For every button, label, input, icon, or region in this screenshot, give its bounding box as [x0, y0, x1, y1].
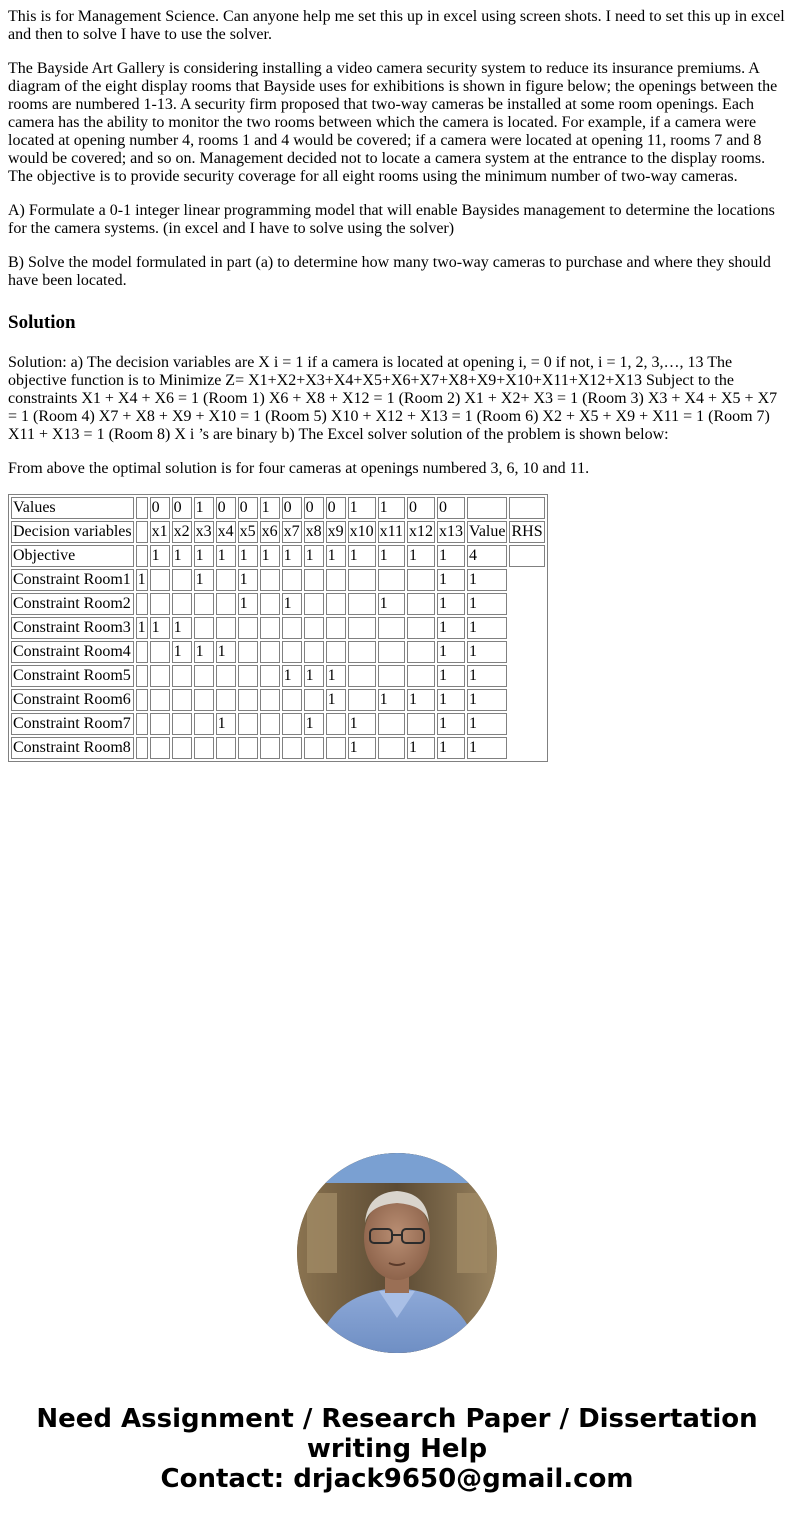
table-cell	[136, 641, 148, 663]
table-cell	[304, 617, 324, 639]
table-cell	[136, 545, 148, 567]
solver-table-body	[11, 497, 545, 759]
table-cell	[304, 641, 324, 663]
table-cell: Value	[467, 521, 507, 543]
table-cell: 1	[437, 713, 465, 735]
table-cell: 1	[437, 593, 465, 615]
footer-line-2: writing Help	[306, 1434, 488, 1464]
table-cell: 1	[238, 545, 258, 567]
table-cell	[348, 689, 376, 711]
table-cell	[194, 713, 214, 735]
table-cell: 1	[172, 545, 192, 567]
table-cell: 1	[194, 497, 214, 519]
table-cell: 1	[378, 689, 405, 711]
table-cell: 1	[467, 713, 507, 735]
table-cell: 1	[326, 689, 346, 711]
table-row	[11, 545, 545, 567]
table-cell: x9	[326, 521, 346, 543]
table-cell	[150, 737, 170, 759]
table-cell: 1	[260, 545, 280, 567]
table-cell: 0	[304, 497, 324, 519]
table-cell	[238, 665, 258, 687]
table-cell: 1	[238, 569, 258, 591]
table-cell	[378, 665, 405, 687]
table-cell: RHS	[509, 521, 544, 543]
table-cell	[407, 569, 435, 591]
table-cell: 1	[282, 593, 302, 615]
table-cell: Constraint Room2	[11, 593, 134, 615]
table-cell	[172, 689, 192, 711]
table-cell	[378, 569, 405, 591]
table-cell	[194, 689, 214, 711]
table-cell	[282, 737, 302, 759]
table-cell: Objective	[11, 545, 134, 567]
table-cell	[407, 617, 435, 639]
table-cell	[136, 689, 148, 711]
table-cell	[348, 569, 376, 591]
table-cell	[407, 641, 435, 663]
table-cell	[282, 689, 302, 711]
table-cell	[194, 665, 214, 687]
table-cell: 1	[136, 617, 148, 639]
table-cell	[136, 665, 148, 687]
table-cell: 0	[216, 497, 236, 519]
table-cell	[172, 737, 192, 759]
table-cell: 1	[407, 737, 435, 759]
table-cell	[509, 545, 544, 567]
table-cell: 1	[216, 545, 236, 567]
table-cell	[150, 641, 170, 663]
table-cell: 1	[326, 665, 346, 687]
table-cell	[136, 713, 148, 735]
footer-line-1: Need Assignment / Research Paper / Dissertation	[36, 1404, 758, 1434]
table-cell: x4	[216, 521, 236, 543]
table-cell: 1	[172, 617, 192, 639]
table-cell	[172, 665, 192, 687]
table-cell	[348, 617, 376, 639]
table-cell	[150, 665, 170, 687]
table-cell: 1	[467, 737, 507, 759]
table-cell: 1	[282, 665, 302, 687]
table-cell: Constraint Room6	[11, 689, 134, 711]
table-cell: x8	[304, 521, 324, 543]
footer-banner	[0, 1404, 794, 1494]
table-cell	[216, 569, 236, 591]
table-row	[11, 689, 545, 711]
table-row	[11, 593, 545, 615]
table-cell: x12	[407, 521, 435, 543]
table-cell	[378, 713, 405, 735]
table-cell	[238, 641, 258, 663]
table-cell: 1	[437, 569, 465, 591]
table-row	[11, 641, 545, 663]
solver-table	[8, 494, 548, 762]
table-cell: 1	[194, 545, 214, 567]
author-photo-image	[297, 1153, 497, 1353]
table-cell: 1	[467, 617, 507, 639]
table-cell: 0	[150, 497, 170, 519]
table-cell: 1	[348, 497, 376, 519]
table-cell: x7	[282, 521, 302, 543]
table-row	[11, 713, 545, 735]
table-cell	[216, 593, 236, 615]
table-cell	[348, 641, 376, 663]
table-cell: 1	[150, 545, 170, 567]
table-cell	[260, 617, 280, 639]
table-cell: Constraint Room1	[11, 569, 134, 591]
table-cell: x5	[238, 521, 258, 543]
table-cell	[150, 569, 170, 591]
table-cell: 1	[437, 689, 465, 711]
table-cell	[194, 617, 214, 639]
table-cell: Values	[11, 497, 134, 519]
table-cell	[194, 593, 214, 615]
table-cell: 1	[467, 689, 507, 711]
table-cell: 1	[378, 545, 405, 567]
table-cell	[326, 617, 346, 639]
author-avatar	[297, 1153, 497, 1353]
part-b: B) Solve the model formulated in part (a) to determine how many two-way cameras to purchase and where they should have been located.	[8, 254, 771, 289]
table-cell	[136, 497, 148, 519]
table-cell: 1	[467, 665, 507, 687]
table-cell: 0	[282, 497, 302, 519]
table-cell	[304, 689, 324, 711]
table-cell	[282, 569, 302, 591]
table-cell	[172, 713, 192, 735]
table-cell: 1	[378, 593, 405, 615]
table-cell: x6	[260, 521, 280, 543]
table-cell: 1	[282, 545, 302, 567]
table-cell: 1	[136, 569, 148, 591]
table-cell	[260, 569, 280, 591]
table-cell	[378, 641, 405, 663]
table-cell	[216, 617, 236, 639]
table-row	[11, 617, 545, 639]
table-cell: 1	[304, 545, 324, 567]
table-cell	[407, 665, 435, 687]
table-cell: Constraint Room4	[11, 641, 134, 663]
table-cell: 1	[407, 689, 435, 711]
table-cell	[326, 713, 346, 735]
table-cell: 1	[304, 713, 324, 735]
table-cell: 1	[216, 713, 236, 735]
table-cell: 4	[467, 545, 507, 567]
table-cell: Constraint Room8	[11, 737, 134, 759]
table-cell: 0	[238, 497, 258, 519]
table-cell	[260, 641, 280, 663]
table-row	[11, 569, 545, 591]
table-cell: x1	[150, 521, 170, 543]
table-cell	[260, 593, 280, 615]
table-cell: 1	[348, 737, 376, 759]
table-cell: 1	[437, 641, 465, 663]
table-cell	[509, 497, 544, 519]
table-cell: 1	[407, 545, 435, 567]
table-cell	[304, 569, 324, 591]
solution-heading: Solution	[8, 312, 76, 333]
table-cell: Constraint Room3	[11, 617, 134, 639]
table-cell: 1	[238, 593, 258, 615]
table-cell	[326, 737, 346, 759]
table-cell: Decision variables	[11, 521, 134, 543]
table-cell	[348, 593, 376, 615]
table-cell	[150, 689, 170, 711]
part-a: A) Formulate a 0-1 integer linear programming model that will enable Baysides management to determine the locations for the camera systems. (in excel and I have to solve using the solver)	[8, 202, 775, 237]
table-cell: 1	[437, 665, 465, 687]
table-cell	[348, 665, 376, 687]
table-cell	[326, 569, 346, 591]
table-cell: 1	[467, 641, 507, 663]
table-cell	[326, 593, 346, 615]
table-cell: 1	[194, 641, 214, 663]
table-cell: Constraint Room7	[11, 713, 134, 735]
table-cell: x10	[348, 521, 376, 543]
table-cell: x11	[378, 521, 405, 543]
table-cell	[194, 737, 214, 759]
table-cell	[326, 641, 346, 663]
table-cell	[216, 737, 236, 759]
table-cell	[260, 689, 280, 711]
table-cell: 0	[326, 497, 346, 519]
table-cell: 1	[348, 713, 376, 735]
table-cell: 0	[437, 497, 465, 519]
table-cell: 1	[326, 545, 346, 567]
table-cell: 1	[378, 497, 405, 519]
table-cell: 1	[467, 593, 507, 615]
table-row	[11, 497, 545, 519]
table-cell: 1	[260, 497, 280, 519]
table-row	[11, 737, 545, 759]
table-cell	[136, 737, 148, 759]
problem-statement: The Bayside Art Gallery is considering installing a video camera security system to reduce its insurance premiums. A diagram of the eight display rooms that Bayside uses for exhibitions is shown in figure below; the openings between the rooms are numbered 1-13. A security firm proposed that two-way cameras be installed at some room openings. Each camera has the ability to monitor the two rooms between which the camera is located. For example, if a camera were located at opening number 4, rooms 1 and 4 would be covered; if a camera were located at opening 11, rooms 7 and 8 would be covered; and so on. Management decided not to locate a camera system at the entrance to the display rooms. The objective is to provide security coverage for all eight rooms using the minimum number of two-way cameras.	[8, 60, 778, 185]
table-cell: 1	[437, 737, 465, 759]
table-cell	[260, 713, 280, 735]
table-cell: x13	[437, 521, 465, 543]
table-cell	[467, 497, 507, 519]
table-cell	[216, 665, 236, 687]
solution-conclusion: From above the optimal solution is for four cameras at openings numbered 3, 6, 10 and 11.	[8, 460, 590, 477]
solution-text: Solution: a) The decision variables are X i = 1 if a camera is located at opening i, = 0 if not, i = 1, 2, 3,…, 13 The objective function is to Minimize Z= X1+X2+X3+X4+X5+X6+X7+X8+X9+X10+X11+X12+X13 Subject to the constraints X1 + X4 + X6 = 1 (Room 1) X6 + X8 + X12 = 1 (Room 2) X1 + X2+ X3 = 1 (Room 3) X3 + X4 + X5 + X7 = 1 (Room 4) X7 + X8 + X9 + X10 = 1 (Room 5) X10 + X12 + X13 = 1 (Room 6) X2 + X5 + X9 + X11 = 1 (Room 7) X11 + X13 = 1 (Room 8) X i ’s are binary b) The Excel solver solution of the problem is shown below:	[8, 354, 778, 443]
table-cell: x3	[194, 521, 214, 543]
table-cell: 1	[437, 545, 465, 567]
table-cell: Constraint Room5	[11, 665, 134, 687]
table-row	[11, 521, 545, 543]
table-cell	[304, 737, 324, 759]
table-row	[11, 665, 545, 687]
table-cell: 1	[437, 617, 465, 639]
table-cell: 0	[172, 497, 192, 519]
table-cell	[150, 713, 170, 735]
table-cell: 1	[467, 569, 507, 591]
table-cell	[407, 593, 435, 615]
table-cell	[216, 689, 236, 711]
question-intro: This is for Management Science. Can anyone help me set this up in excel using screen shots. I need to set this up in excel and then to solve I have to use the solver.	[8, 8, 785, 43]
table-cell	[238, 689, 258, 711]
table-cell	[282, 641, 302, 663]
table-cell	[136, 521, 148, 543]
table-cell: 0	[407, 497, 435, 519]
table-cell: 1	[150, 617, 170, 639]
table-cell: 1	[216, 641, 236, 663]
table-cell	[260, 737, 280, 759]
table-cell	[150, 593, 170, 615]
table-cell: 1	[348, 545, 376, 567]
table-cell: x2	[172, 521, 192, 543]
table-cell: 1	[194, 569, 214, 591]
table-cell: 1	[172, 641, 192, 663]
table-cell	[238, 713, 258, 735]
table-cell	[282, 617, 302, 639]
table-cell	[172, 569, 192, 591]
table-cell	[172, 593, 192, 615]
table-cell	[238, 617, 258, 639]
table-cell	[136, 593, 148, 615]
table-cell	[304, 593, 324, 615]
table-cell	[238, 737, 258, 759]
table-cell: 1	[304, 665, 324, 687]
footer-contact: Contact: drjack9650@gmail.com	[160, 1464, 634, 1494]
table-cell	[282, 713, 302, 735]
table-cell	[260, 665, 280, 687]
table-cell	[378, 737, 405, 759]
table-cell	[378, 617, 405, 639]
table-cell	[407, 713, 435, 735]
